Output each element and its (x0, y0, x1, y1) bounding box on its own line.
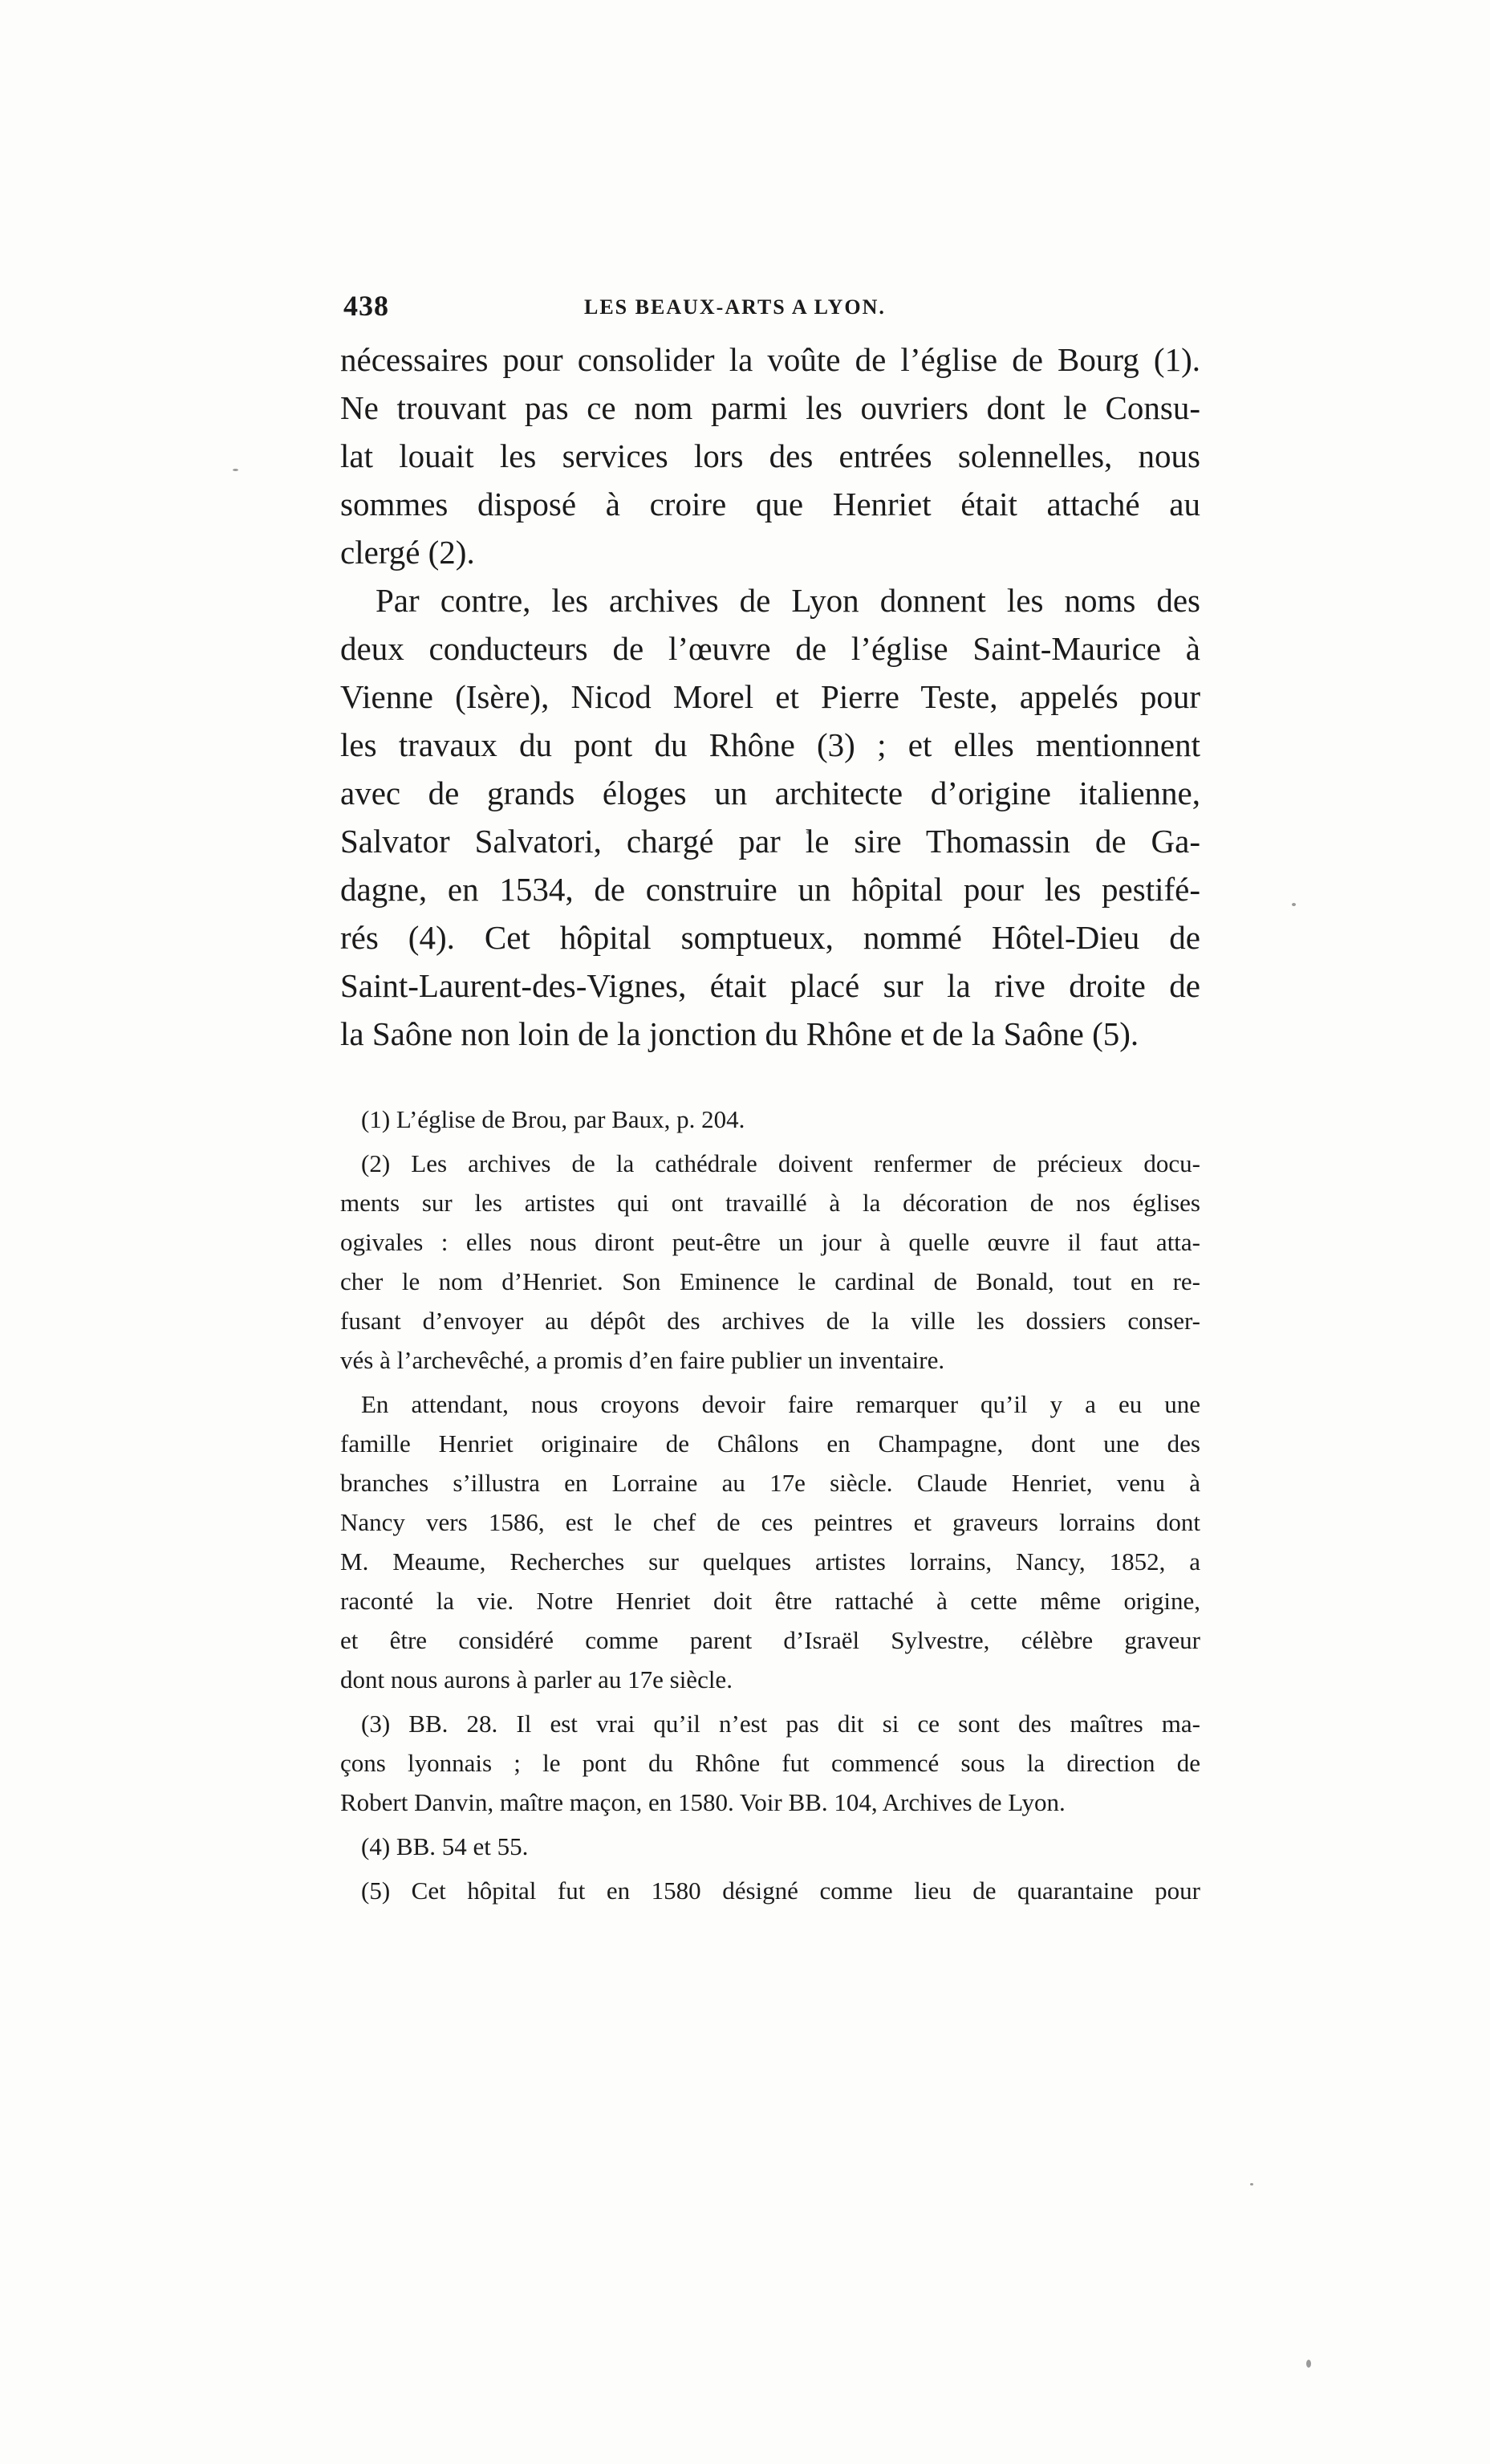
main-text (340, 335, 1200, 1058)
body-line: lat louait les services lors des entrées solennelles, nous (340, 437, 1200, 474)
body-line: dagne, en 1534, de construire un hôpital pour les pestifé- (340, 871, 1200, 908)
body-line: la Saône non loin de la jonction du Rhône et de la Saône (5). (340, 1015, 1139, 1052)
footnote-2-line: ogivales : elles nous diront peut-être un jour à quelle œuvre il faut atta- (340, 1228, 1200, 1256)
body-line: Par contre, les archives de Lyon donnent les noms des (376, 582, 1200, 619)
body-line: Saint-Laurent-des-Vignes, était placé sur la rive droite de (340, 967, 1200, 1004)
scan-speck (1292, 903, 1296, 906)
body-line: Ne trouvant pas ce nom parmi les ouvriers dont le Consu- (340, 389, 1200, 426)
footnote-2-continued-line: famille Henriet originaire de Châlons en Champagne, dont une des (340, 1429, 1200, 1458)
body-line: nécessaires pour consolider la voûte de l’église de Bourg (1). (340, 341, 1200, 378)
footnotes (340, 1100, 1200, 1910)
footnote-2-continued-line: En attendant, nous croyons devoir faire remarquer qu’il y a eu une (361, 1390, 1200, 1418)
footnote-2-continued-line: raconté la vie. Notre Henriet doit être rattaché à cette même origine, (340, 1587, 1200, 1615)
body-line: clergé (2). (340, 534, 475, 571)
footnote-2-line: vés à l’archevêché, a promis d’en faire publier un inventaire. (340, 1346, 945, 1374)
footnote-2-continued-line: M. Meaume, Recherches sur quelques artistes lorrains, Nancy, 1852, a (340, 1547, 1200, 1576)
footnote-4: (4) BB. 54 et 55. (361, 1832, 529, 1860)
body-line: les travaux du pont du Rhône (3) ; et elles mentionnent (340, 726, 1200, 763)
page-number: 438 (343, 290, 389, 322)
footnote-2-line: fusant d’envoyer au dépôt des archives de la ville les dossiers conser- (340, 1307, 1200, 1335)
footnote-2-continued-line: dont nous aurons à parler au 17e siècle. (340, 1665, 733, 1693)
body-line: avec de grands éloges un architecte d’origine italienne, (340, 775, 1200, 811)
body-line: rés (4). Cet hôpital somptueux, nommé Hôtel-Dieu de (340, 919, 1200, 956)
footnote-3-line: Robert Danvin, maître maçon, en 1580. Voir BB. 104, Archives de Lyon. (340, 1788, 1066, 1816)
footnote-2-line: ments sur les artistes qui ont travaillé à la décoration de nos églises (340, 1189, 1200, 1217)
body-line: Vienne (Isère), Nicod Morel et Pierre Teste, appelés pour (340, 678, 1200, 715)
footnote-5: (5) Cet hôpital fut en 1580 désigné comme lieu de quarantaine pour (361, 1876, 1200, 1905)
footnote-2-continued-line: branches s’illustra en Lorraine au 17e siècle. Claude Henriet, venu à (340, 1469, 1200, 1497)
running-head (343, 289, 1204, 329)
body-line: Salvator Salvatori, chargé par le sire Thomassin de Ga- (340, 823, 1200, 860)
body-line: sommes disposé à croire que Henriet était attaché au (340, 486, 1200, 522)
scan-speck (233, 469, 238, 471)
scan-speck (1250, 2183, 1253, 2185)
footnote-2-continued-line: Nancy vers 1586, est le chef de ces peintres et graveurs lorrains dont (340, 1508, 1200, 1536)
footnote-2-line: cher le nom d’Henriet. Son Eminence le cardinal de Bonald, tout en re- (340, 1267, 1200, 1295)
footnote-2-line: (2) Les archives de la cathédrale doivent renfermer de précieux docu- (361, 1149, 1200, 1177)
footnote-3-line: çons lyonnais ; le pont du Rhône fut commencé sous la direction de (340, 1749, 1200, 1777)
running-title: LES BEAUX-ARTS A LYON. (584, 295, 886, 319)
body-line: deux conducteurs de l’œuvre de l’église Saint-Maurice à (340, 630, 1200, 667)
footnote-2-continued-line: et être considéré comme parent d’Israël Sylvestre, célèbre graveur (340, 1626, 1200, 1654)
footnote-3-line: (3) BB. 28. Il est vrai qu’il n’est pas dit si ce sont des maîtres ma- (361, 1710, 1200, 1738)
footnote-1: (1) L’église de Brou, par Baux, p. 204. (361, 1105, 745, 1133)
scan-speck (1306, 2360, 1311, 2368)
